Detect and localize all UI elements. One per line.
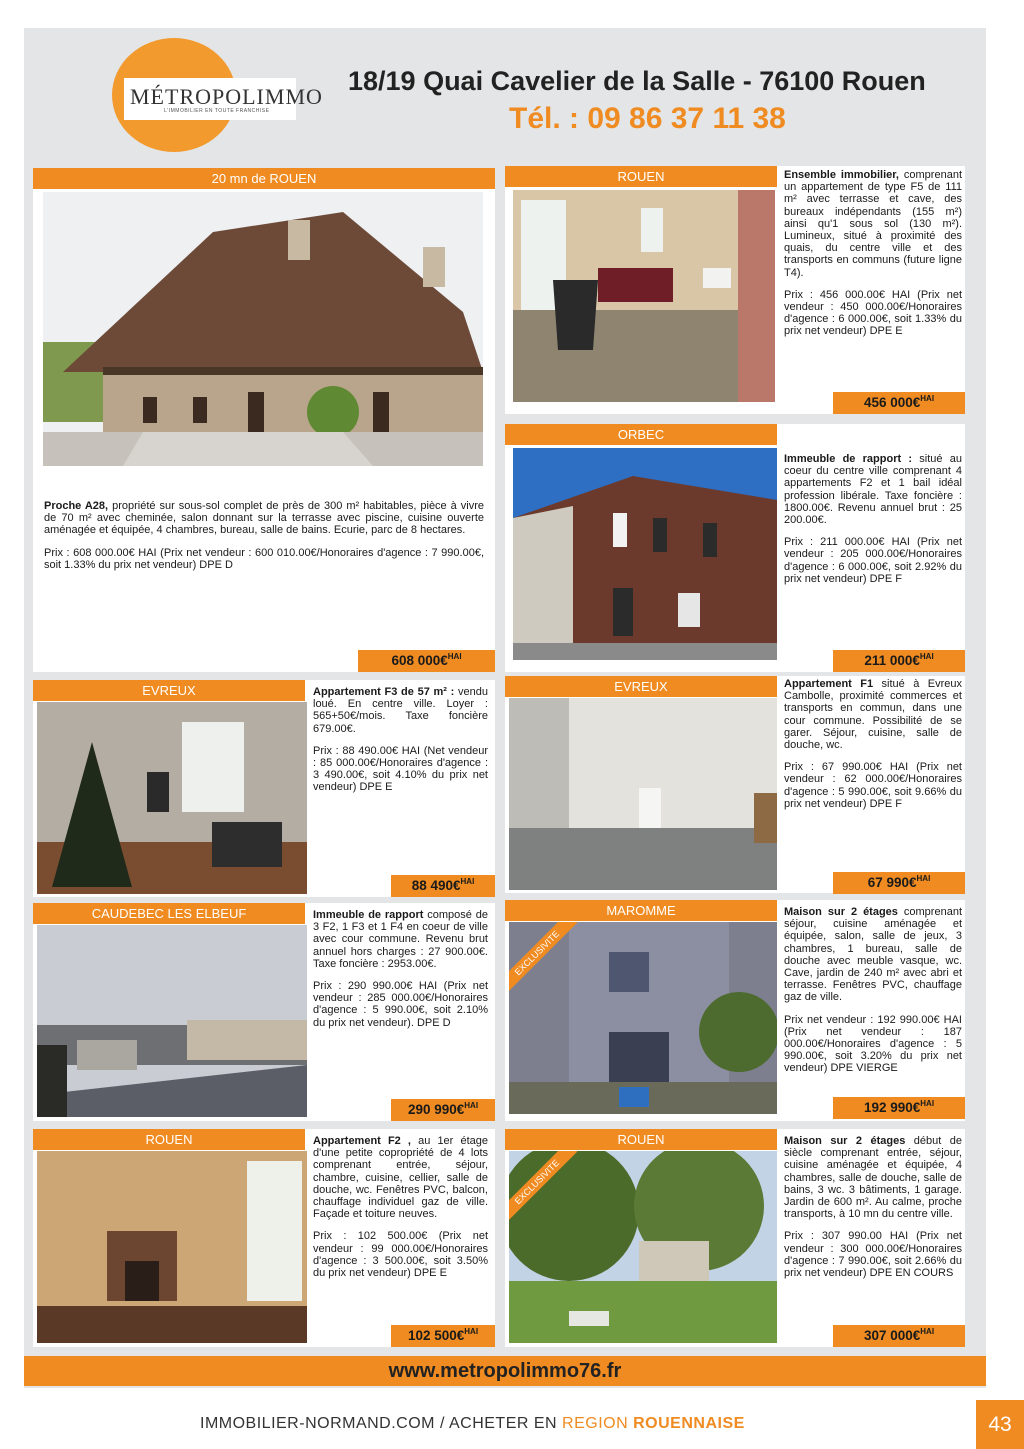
fireplace-room-photo-illustration bbox=[37, 1151, 307, 1343]
listing-card[interactable] bbox=[505, 166, 965, 414]
property-photo[interactable] bbox=[43, 192, 483, 466]
price-tag: 608 000€$^{HAI}$ bbox=[358, 650, 495, 672]
listing-description: Immeuble de rapport composé de 3 F2, 1 F3 et 1 F4 en coeur de ville avec cour commune. Revenu brut annuel hors charges : 27 900.00€. Taxe foncière : 2953.00€. Prix : 290 990.00€ HAI (Prix net vendeur : 285 000.00€/Honoraires d'agence : 5 990.00€, soit 2.10% du prix net vendeur). DPE D bbox=[313, 909, 488, 1029]
listing-location: ROUEN bbox=[505, 1129, 777, 1150]
listing-location: ORBEC bbox=[505, 424, 777, 445]
page-footer-text bbox=[200, 1415, 745, 1433]
site-name[interactable]: IMMOBILIER-NORMAND.COM bbox=[200, 1415, 435, 1432]
price-tag: 307 000€$^{HAI}$ bbox=[833, 1325, 965, 1347]
listing-description: Appartement F2 , au 1er étage d'une petite copropriété de 4 lots comprenant entrée, séjour, chambre, cuisine, cellier, salle de douche, wc. Fenêtres PVC, balcon, chauffage individuel gaz de ville. Façade et toiture neuves. Prix : 102 500.00€ (Prix net vendeur : 99 000.00€/Honoraires d'agence : 3 500.00€, soit 3.50% du prix net vendeur) DPE E bbox=[313, 1135, 488, 1280]
property-photo[interactable] bbox=[509, 922, 777, 1114]
building-photo-illustration bbox=[513, 448, 777, 660]
listing-card[interactable] bbox=[33, 903, 495, 1121]
footer-separator: / bbox=[439, 1415, 445, 1432]
property-photo[interactable] bbox=[509, 698, 777, 890]
listing-card[interactable] bbox=[505, 900, 965, 1121]
price-tag: 211 000€$^{HAI}$ bbox=[833, 650, 965, 672]
listing-location: 20 mn de ROUEN bbox=[33, 168, 495, 189]
listing-card[interactable] bbox=[33, 680, 495, 897]
listing-description: Immeuble de rapport : situé au coeur du centre ville comprenant 4 appartements F2 et 1 bail idéal profession libérale. Taxe foncière : 1800.00€. Revenu annuel brut : 25 200.00€. Prix : 211 000.00€ HAI (Prix net vendeur : 205 000.00€/Honoraires d'agence : 6 000.00€, soit 2.92% du prix net vendeur) DPE F bbox=[784, 453, 962, 585]
listing-location: EVREUX bbox=[33, 680, 305, 701]
listing-card[interactable] bbox=[505, 424, 965, 672]
listing-location: ROUEN bbox=[33, 1129, 305, 1150]
property-photo[interactable] bbox=[513, 448, 777, 660]
property-photo[interactable] bbox=[513, 190, 775, 402]
listing-description: Proche A28, propriété sur sous-sol complet de près de 300 m² habitables, pièce à vivre de 70 m² avec cheminée, salon donnant sur la terrasse avec piscine, cuisine ouverte aménagée et équipée, 4 chambres, bureau, salle de bains. Ecurie, parc de 8 hectares. Prix : 608 000.00€ HAI (Prix net vendeur : 600 010.00€/Honoraires d'agence : 7 990.00€, soit 1.33% du prix net vendeur) DPE D bbox=[44, 500, 484, 571]
exclusive-ribbon: EXCLUSIVITE bbox=[509, 922, 577, 993]
listing-card[interactable] bbox=[505, 676, 965, 893]
listing-description: Ensemble immobilier, comprenant un appartement de type F5 de 111 m² avec terrasse et cave, des bureaux indépendants (155 m²) ainsi qu'1 sous sol (130 m²). Lumineux, situé à proximité des quais, du centre ville et des transports en communs (future ligne T4). Prix : 456 000.00€ HAI (Prix net vendeur : 450 000.00€/Honoraires d'agence : 6 000.00€, soit 1.33% du prix net vendeur) DPE E bbox=[784, 169, 962, 338]
listing-location: EVREUX bbox=[505, 676, 777, 697]
listing-description: Appartement F1 situé à Evreux Cambolle, proximité commerces et transports en commun, dans une cour commune. Possibilité de se garer. Séjour, cuisine, salle de douche, wc. Prix : 67 990.00€ HAI (Prix net vendeur : 62 000.00€/Honoraires d'agence : 5 990.00€, soit 9.66% du prix net vendeur) DPE F bbox=[784, 678, 962, 810]
exclusive-ribbon: EXCLUSIVITE bbox=[509, 1151, 577, 1222]
logo-tagline: L'IMMOBILIER EN TOUTE FRANCHISE bbox=[164, 108, 270, 114]
price-tag: 456 000€$^{HAI}$ bbox=[833, 392, 965, 414]
property-photo[interactable] bbox=[509, 1151, 777, 1343]
section-name-b: REGION bbox=[562, 1415, 629, 1432]
listing-description: Appartement F3 de 57 m² : vendu loué. En centre ville. Loyer : 565+50€/mois. Taxe foncière 679.00€. Prix : 88 490.00€ HAI (Net vendeur : 85 000.00€/Honoraires d'agence : 3 490.00€, soit 4.10% du prix net vendeur) DPE E bbox=[313, 686, 489, 794]
price-tag: 67 990€$^{HAI}$ bbox=[833, 872, 965, 894]
price-tag: 102 500€$^{HAI}$ bbox=[391, 1325, 495, 1347]
house-photo-illustration bbox=[43, 192, 483, 466]
section-name-c: ROUENNAISE bbox=[633, 1415, 745, 1432]
listing-location: CAUDEBEC LES ELBEUF bbox=[33, 903, 305, 924]
section-name-a: ACHETER EN bbox=[448, 1415, 558, 1432]
empty-room-photo-illustration bbox=[509, 698, 777, 890]
agency-address: 18/19 Quai Cavelier de la Salle - 76100 Rouen bbox=[348, 66, 926, 96]
website-link[interactable]: www.metropolimmo76.fr bbox=[388, 1360, 622, 1382]
agency-phone: Tél. : 09 86 37 11 38 bbox=[509, 102, 786, 135]
page-number: 43 bbox=[976, 1400, 1024, 1449]
property-photo[interactable] bbox=[37, 1151, 307, 1343]
listing-location: ROUEN bbox=[505, 166, 777, 187]
interior-photo-illustration bbox=[513, 190, 775, 402]
listing-description: Maison sur 2 étages comprenant séjour, cuisine aménagée et équipée, salon, salle de jeux, 3 chambres, 1 bureau, salle de douche avec meuble vasque, wc. Cave, jardin de 240 m² avec abri et terrasse. Fenêtres PVC, chauffage gaz de ville. Prix net vendeur : 192 990.00€ HAI (Prix net vendeur : 187 000.00€/Honoraires d'agence : 5 990.00€, soit 3.20% du prix net vendeur) DPE VIERGE bbox=[784, 906, 962, 1075]
listing-location: MAROMME bbox=[505, 900, 777, 921]
price-tag: 192 990€$^{HAI}$ bbox=[833, 1097, 965, 1119]
price-tag: 88 490€$^{HAI}$ bbox=[391, 875, 495, 897]
garden-house-photo-illustration bbox=[509, 922, 777, 1114]
listing-card[interactable] bbox=[505, 1129, 965, 1347]
living-room-photo-illustration bbox=[37, 702, 307, 894]
property-photo[interactable] bbox=[37, 702, 307, 894]
town-view-photo-illustration bbox=[37, 925, 307, 1117]
listing-description: Maison sur 2 étages début de siècle comprenant entrée, séjour, cuisine aménagée et équipée, 4 chambres, salle de douche, salle de bains, 3 wc. 3 bâtiments, 1 garage. Jardin de 600 m². Au calme, proche transports, à 10 mn du centre ville. Prix : 307 990.00 HAI (Prix net vendeur : 300 000.00€/Honoraires d'agence : 7 990.00€, soit 2.66% du prix net vendeur) DPE EN COURS bbox=[784, 1135, 962, 1280]
listing-card[interactable] bbox=[33, 168, 495, 672]
garden-photo-illustration bbox=[509, 1151, 777, 1343]
listing-card[interactable] bbox=[33, 1129, 495, 1347]
logo-text: MÉTROPOLIMMO bbox=[130, 84, 323, 109]
price-tag: 290 990€$^{HAI}$ bbox=[391, 1099, 495, 1121]
property-photo[interactable] bbox=[37, 925, 307, 1117]
